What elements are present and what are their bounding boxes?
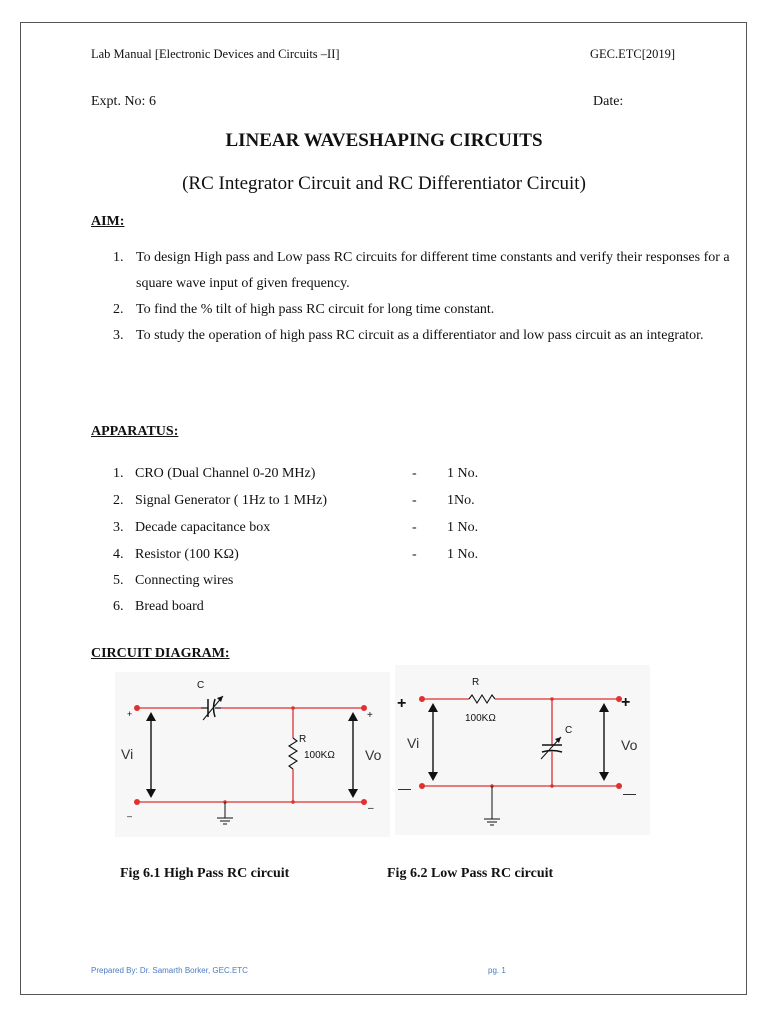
output-voltage-label: Vo xyxy=(365,747,382,763)
low-pass-circuit-diagram xyxy=(395,665,650,835)
output-plus-sign: + xyxy=(621,694,631,711)
input-terminal-negative xyxy=(134,799,140,805)
aim-item-number: 3. xyxy=(113,328,124,343)
aim-item-number: 1. xyxy=(113,250,124,265)
apparatus-item-name: Decade capacitance box xyxy=(135,520,271,535)
resistor-value: 100KΩ xyxy=(465,713,496,724)
aim-item-text: To design High pass and Low pass RC circuits for different time constants and verify their responses for a square wave input of given frequency. xyxy=(136,250,730,291)
apparatus-item-number: 5. xyxy=(113,573,124,588)
expt-number: Expt. No: 6 xyxy=(91,94,156,109)
resistor-label: R xyxy=(472,677,480,688)
output-terminal-negative xyxy=(361,799,367,805)
list-item xyxy=(91,245,731,297)
output-voltage-label: Vo xyxy=(621,737,638,753)
apparatus-item-name: Bread board xyxy=(135,599,204,614)
apparatus-item-qty: 1 No. xyxy=(447,520,479,535)
apparatus-item-dash: - xyxy=(412,493,417,508)
input-minus-sign: – xyxy=(127,811,133,821)
apparatus-item-number: 1. xyxy=(113,466,124,481)
page-subtitle: (RC Integrator Circuit and RC Differentiator Circuit) xyxy=(182,173,586,194)
input-plus-sign: + xyxy=(127,709,133,719)
apparatus-item-number: 6. xyxy=(113,599,124,614)
apparatus-item-dash: - xyxy=(412,520,417,535)
input-plus-sign: + xyxy=(397,695,407,712)
apparatus-item-qty: 1No. xyxy=(447,493,475,508)
aim-item-text: To find the % tilt of high pass RC circuit for long time constant. xyxy=(136,302,495,317)
apparatus-item-name: Signal Generator ( 1Hz to 1 MHz) xyxy=(135,493,328,508)
input-minus-sign: — xyxy=(398,781,411,796)
resistor-value: 100KΩ xyxy=(304,750,335,761)
apparatus-item-name: CRO (Dual Channel 0-20 MHz) xyxy=(135,466,316,481)
output-terminal-negative xyxy=(616,783,622,789)
apparatus-list xyxy=(113,466,533,626)
input-voltage-label: Vi xyxy=(121,746,134,762)
capacitor-label: C xyxy=(197,680,205,691)
output-plus-sign: + xyxy=(367,710,373,721)
apparatus-heading: APPARATUS: xyxy=(91,424,179,439)
circuit-heading: CIRCUIT DIAGRAM: xyxy=(91,646,230,661)
high-pass-circuit-diagram xyxy=(115,672,390,837)
page-title: LINEAR WAVESHAPING CIRCUITS xyxy=(225,130,543,151)
input-voltage-label: Vi xyxy=(407,735,420,751)
aim-list xyxy=(91,245,731,349)
apparatus-item-number: 3. xyxy=(113,520,124,535)
list-item xyxy=(91,297,731,323)
aim-heading: AIM: xyxy=(91,214,125,229)
input-terminal-negative xyxy=(419,783,425,789)
aim-item-text: To study the operation of high pass RC circuit as a differentiator and low pass circuit as an integrator. xyxy=(136,328,704,343)
apparatus-item-number: 2. xyxy=(113,493,124,508)
figure-caption-high-pass: Fig 6.1 High Pass RC circuit xyxy=(120,866,290,881)
aim-item-number: 2. xyxy=(113,302,124,317)
apparatus-item-dash: - xyxy=(412,547,417,562)
output-minus-sign: — xyxy=(623,786,636,801)
input-terminal-positive xyxy=(134,705,140,711)
output-minus-sign: – xyxy=(368,803,374,814)
expt-date: Date: xyxy=(593,94,624,109)
header-right: GEC.ETC[2019] xyxy=(590,47,676,61)
apparatus-item-number: 4. xyxy=(113,547,124,562)
footer-author: Prepared By: Dr. Samarth Borker, GEC.ETC xyxy=(91,966,248,975)
capacitor-label: C xyxy=(565,725,573,736)
apparatus-item-name: Resistor (100 KΩ) xyxy=(135,547,239,562)
figure-caption-low-pass: Fig 6.2 Low Pass RC circuit xyxy=(387,866,554,881)
input-terminal-positive xyxy=(419,696,425,702)
header-left: Lab Manual [Electronic Devices and Circuits –II] xyxy=(91,47,340,61)
apparatus-item-qty: 1 No. xyxy=(447,547,479,562)
apparatus-item-qty: 1 No. xyxy=(447,466,479,481)
resistor-label: R xyxy=(299,734,307,745)
apparatus-item-name: Connecting wires xyxy=(135,573,234,588)
list-item xyxy=(91,323,731,349)
apparatus-item-dash: - xyxy=(412,466,417,481)
footer-page-number: pg. 1 xyxy=(488,966,506,975)
